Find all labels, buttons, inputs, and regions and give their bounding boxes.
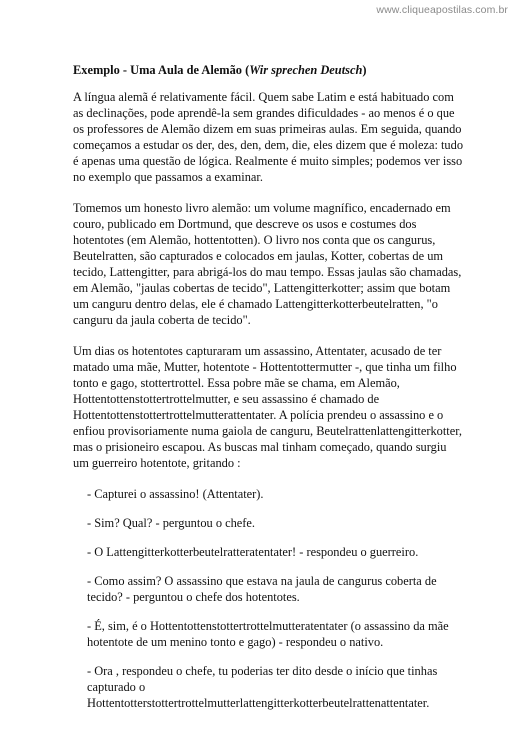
text-line: A língua alemã é relativamente fácil. Quem sabe Latim e está habituado com xyxy=(73,90,454,104)
dialogue-line xyxy=(87,618,453,650)
text-line: Um dias os hotentotes capturaram um assassino, Attentater, acusado de ter xyxy=(73,344,442,358)
document-title xyxy=(73,62,453,78)
text-line: - O Lattengitterkotterbeutelratteratentater! - respondeu o guerreiro. xyxy=(87,545,419,559)
title-italic: Wir sprechen Deutsch xyxy=(249,63,363,77)
text-line: tonto e gago, stottertrottel. Essa pobre mãe se chama, em Alemão, xyxy=(73,376,400,390)
text-line: - Sim? Qual? - perguntou o chefe. xyxy=(87,516,256,530)
title-prefix: Exemplo - Uma Aula de Alemão ( xyxy=(73,63,250,77)
paragraph xyxy=(73,200,462,328)
paragraphs xyxy=(73,89,464,471)
text-line: tecido, Lattengitter, para abrigá-los do mau tempo. Essas jaulas são chamadas, xyxy=(73,265,462,279)
dialogue xyxy=(87,486,453,711)
title-suffix: ) xyxy=(362,63,367,77)
text-line: hotentote de um menino tonto e gago) - respondeu o nativo. xyxy=(87,635,384,649)
text-line: os professores de Alemão dizem em suas primeiras aulas. Em seguida, quando xyxy=(73,122,462,136)
text-line: é apenas uma questão de lógica. Realmente é muito simples; podemos ver isso xyxy=(73,154,463,168)
text-line: capturado o xyxy=(87,680,146,694)
text-line: Hottentottenstottertrottelmutter, e seu assassino é chamado de xyxy=(73,392,380,406)
text-line: - É, sim, é o Hottentottenstottertrottelmutteratentater (o assassino da mãe xyxy=(87,619,449,633)
text-line: Tomemos um honesto livro alemão: um volume magnífico, encadernado em xyxy=(73,201,451,215)
dialogue-line xyxy=(87,544,453,560)
text-line: tecido? - perguntou o chefe dos hotentotes. xyxy=(87,590,300,604)
text-line: - Capturei o assassino! (Attentater). xyxy=(87,487,264,501)
text-line: - Como assim? O assassino que estava na jaula de cangurus coberta de xyxy=(87,574,437,588)
document-body xyxy=(73,62,464,724)
dialogue-line xyxy=(87,486,453,502)
text-line: em Alemão, "jaulas cobertas de tecido", Lattengitterkotter; assim que botam xyxy=(73,281,451,295)
text-line: hotentotes (em Alemão, hottentotten). O livro nos conta que os cangurus, xyxy=(73,233,436,247)
text-line: matado uma mãe, Mutter, hotentote - Hottentottermutter -, que tinha um filho xyxy=(73,360,457,374)
dialogue-line xyxy=(87,663,453,711)
text-line: mas o prisioneiro escapou. As buscas mal tinham começado, quando surgiu xyxy=(73,440,447,454)
dialogue-line xyxy=(87,515,453,531)
text-line: Beutelratten, são capturados e colocados em jaulas, Kotter, cobertas de um xyxy=(73,249,444,263)
text-line: no exemplo que passamos a examinar. xyxy=(73,170,263,184)
text-line: as declinações, pode aprendê-la sem grandes dificuldades - ao menos é o que xyxy=(73,106,455,120)
paragraph xyxy=(73,89,464,185)
site-url: www.cliqueapostilas.com.br xyxy=(376,4,508,16)
text-line: um guerreiro hotentote, gritando : xyxy=(73,456,241,470)
text-line: começamos a estudar os der, des, den, dem, die, eles dizem que é moleza: tudo xyxy=(73,138,464,152)
text-line: couro, publicado em Dortmund, que descreve os usos e costumes dos xyxy=(73,217,417,231)
text-line: enfiou provisoriamente numa gaiola de canguru, Beutelrattenlattengitterkotter, xyxy=(73,424,462,438)
paragraph xyxy=(73,343,462,471)
text-line: um canguru dentro delas, ele é chamado Lattengitterkotterbeutelratten, "o xyxy=(73,297,438,311)
dialogue-line xyxy=(87,573,453,605)
text-line: Hottentotterstottertrottelmutterlattengitterkotterbeutelrattenattentater. xyxy=(87,696,430,710)
text-line: Hottentottenstottertrottelmutterattentater. A polícia prendeu o assassino e o xyxy=(73,408,444,422)
text-line: canguru da jaula coberta de tecido". xyxy=(73,313,251,327)
text-line: - Ora , respondeu o chefe, tu poderias ter dito desde o início que tinhas xyxy=(87,664,438,678)
